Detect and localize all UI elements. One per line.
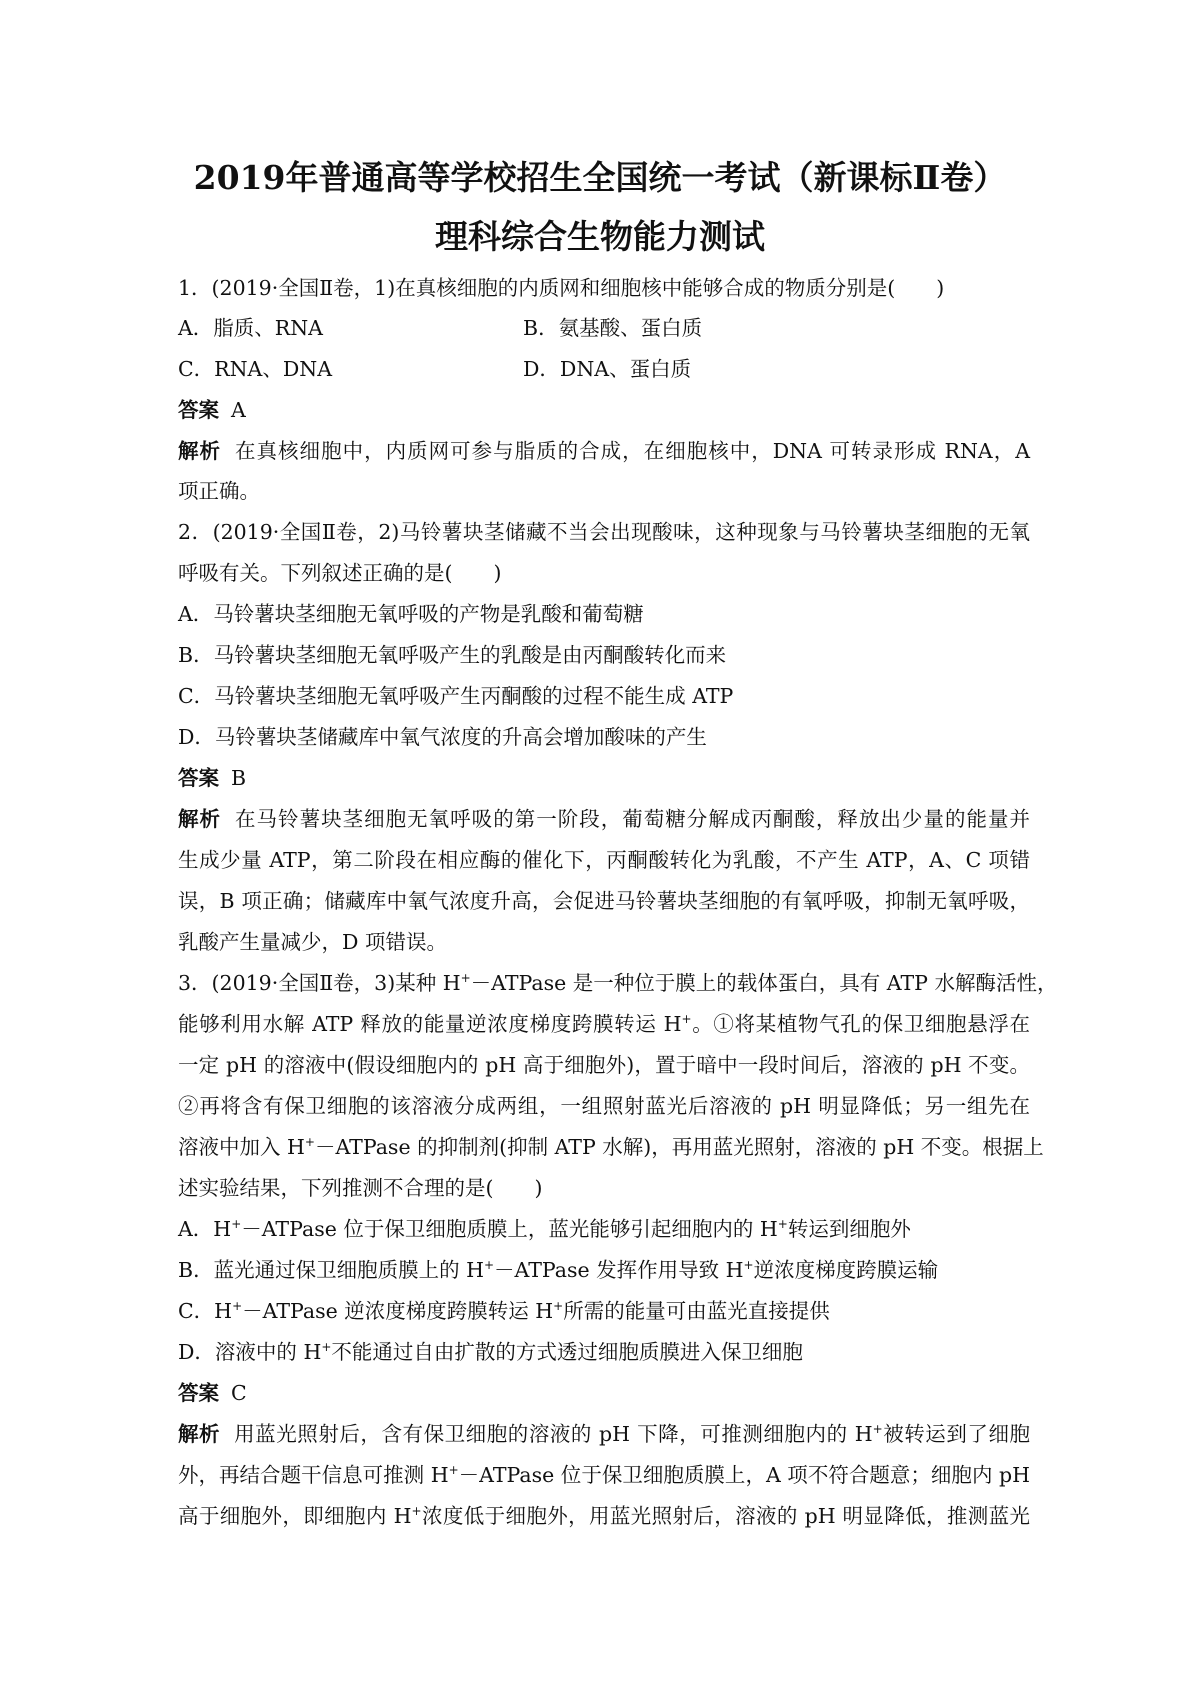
q2-analysis-line: 生成少量 ATP，第二阶段在相应酶的催化下，丙酮酸转化为乳酸，不产生 ATP，A、C 项错	[178, 848, 1030, 872]
q3-option-c	[178, 1297, 830, 1325]
analysis-label: 解析	[178, 439, 222, 463]
answer-label: 答案	[178, 766, 219, 790]
q1-option-d: D．DNA、蛋白质	[523, 357, 692, 381]
text: －ATPase 是一种位于膜上的载体蛋白，具有 ATP 水解酶活性，	[470, 971, 1058, 995]
q2-analysis-line	[178, 805, 1030, 833]
text: C．H	[178, 1299, 233, 1323]
q3-stem-line	[178, 969, 1058, 997]
analysis-text: 在马铃薯块茎细胞无氧呼吸的第一阶段，葡萄糖分解成丙酮酸，释放出少量的能量并	[235, 807, 1031, 831]
superscript-plus: +	[448, 1463, 459, 1477]
superscript-plus: +	[304, 1135, 315, 1149]
superscript-plus: +	[231, 1217, 242, 1231]
answer-label: 答案	[178, 398, 219, 422]
q3-analysis-line	[178, 1420, 1030, 1448]
q2-analysis-line: 乳酸产生量减少，D 项错误。	[178, 930, 447, 954]
answer-value: B	[231, 766, 247, 790]
q3-analysis-line	[178, 1461, 1030, 1489]
answer-value: A	[231, 398, 246, 422]
analysis-label: 解析	[178, 1422, 221, 1446]
q3-answer	[178, 1379, 247, 1407]
answer-label: 答案	[178, 1381, 219, 1405]
text: B．蓝光通过保卫细胞质膜上的 H	[178, 1258, 484, 1282]
text: A．H	[178, 1217, 232, 1241]
q2-answer	[178, 764, 246, 792]
q3-option-d	[178, 1338, 803, 1366]
q3-option-b	[178, 1256, 938, 1284]
analysis-label: 解析	[178, 807, 222, 831]
text: －ATPase 发挥作用导致 H	[494, 1258, 744, 1282]
q1-answer	[178, 396, 246, 424]
page-title: 2019年普通高等学校招生全国统一考试（新课标Ⅱ卷）	[193, 158, 1007, 197]
q3-analysis-line	[178, 1502, 1030, 1530]
analysis-text: 被转运到了细胞	[882, 1422, 1030, 1446]
superscript-plus: +	[232, 1299, 243, 1313]
text: －ATPase 位于保卫细胞质膜上，蓝光能够引起细胞内的 H	[241, 1217, 778, 1241]
superscript-plus: +	[777, 1217, 788, 1231]
analysis-text: －ATPase 位于保卫细胞质膜上，A 项不符合题意；细胞内 pH	[458, 1463, 1030, 1487]
q2-option-a: A．马铃薯块茎细胞无氧呼吸的产物是乳酸和葡萄糖	[178, 602, 644, 626]
q3-stem-line	[178, 1010, 1030, 1038]
q3-stem-line	[178, 1133, 1044, 1161]
answer-value: C	[231, 1381, 247, 1405]
analysis-text: 高于细胞外，即细胞内 H	[178, 1504, 412, 1528]
q3-stem-line: 述实验结果，下列推测不合理的是( )	[178, 1176, 543, 1200]
superscript-plus: +	[743, 1258, 754, 1272]
q1-option-b: B．氨基酸、蛋白质	[523, 316, 703, 340]
superscript-plus: +	[483, 1258, 495, 1272]
text: 。①将某植物气孔的保卫细胞悬浮在	[691, 1012, 1030, 1036]
text: 所需的能量可由蓝光直接提供	[563, 1299, 830, 1323]
q1-analysis-line	[178, 437, 1030, 465]
text: 逆浓度梯度跨膜运输	[753, 1258, 939, 1282]
superscript-plus: +	[321, 1340, 332, 1354]
q2-option-b: B．马铃薯块茎细胞无氧呼吸产生的乳酸是由丙酮酸转化而来	[178, 643, 727, 667]
analysis-text: 在真核细胞中，内质网可参与脂质的合成，在细胞核中，DNA 可转录形成 RNA，A	[235, 439, 1031, 463]
q1-option-c: C．RNA、DNA	[178, 357, 333, 381]
analysis-text: 浓度低于细胞外，用蓝光照射后，溶液的 pH 明显降低，推测蓝光	[421, 1504, 1030, 1528]
q2-stem-line: 呼吸有关。下列叙述正确的是( )	[178, 561, 502, 585]
q1-analysis-line: 项正确。	[178, 479, 260, 503]
superscript-plus: +	[460, 971, 471, 985]
q2-stem-line: 2．(2019·全国Ⅱ卷，2)马铃薯块茎储藏不当会出现酸味，这种现象与马铃薯块茎细胞的无氧	[178, 520, 1030, 544]
text: 溶液中加入 H	[178, 1135, 305, 1159]
analysis-text: 外，再结合题干信息可推测 H	[178, 1463, 449, 1487]
q3-stem-line: ②再将含有保卫细胞的该溶液分成两组，一组照射蓝光后溶液的 pH 明显降低；另一组先在	[178, 1094, 1030, 1118]
q2-analysis-line: 误，B 项正确；储藏库中氧气浓度升高，会促进马铃薯块茎细胞的有氧呼吸，抑制无氧呼吸，	[178, 889, 1030, 913]
q3-option-a	[178, 1215, 911, 1243]
text: －ATPase 的抑制剂(抑制 ATP 水解)，再用蓝光照射，溶液的 pH 不变。根据上	[314, 1135, 1044, 1159]
text: 转运到细胞外	[787, 1217, 911, 1241]
superscript-plus: +	[411, 1504, 422, 1518]
text: D．溶液中的 H	[178, 1340, 322, 1364]
q1-option-a: A．脂质、RNA	[178, 316, 323, 340]
page-subtitle: 理科综合生物能力测试	[435, 217, 765, 256]
text: 不能通过自由扩散的方式透过细胞质膜进入保卫细胞	[331, 1340, 803, 1364]
text: 3．(2019·全国Ⅱ卷，3)某种 H	[178, 971, 461, 995]
analysis-text: 用蓝光照射后，含有保卫细胞的溶液的 pH 下降，可推测细胞内的 H	[234, 1422, 873, 1446]
q2-option-c: C．马铃薯块茎细胞无氧呼吸产生丙酮酸的过程不能生成 ATP	[178, 684, 734, 708]
superscript-plus: +	[681, 1012, 692, 1026]
superscript-plus: +	[553, 1299, 564, 1313]
q3-stem-line: 一定 pH 的溶液中(假设细胞内的 pH 高于细胞外)，置于暗中一段时间后，溶液的 pH 不变。	[178, 1053, 1030, 1077]
q1-stem: 1．(2019·全国Ⅱ卷，1)在真核细胞的内质网和细胞核中能够合成的物质分别是( )	[178, 276, 945, 300]
text: 能够利用水解 ATP 释放的能量逆浓度梯度跨膜转运 H	[178, 1012, 682, 1036]
text: －ATPase 逆浓度梯度跨膜转运 H	[242, 1299, 554, 1323]
q2-option-d: D．马铃薯块茎储藏库中氧气浓度的升高会增加酸味的产生	[178, 725, 707, 749]
superscript-plus: +	[872, 1422, 883, 1436]
